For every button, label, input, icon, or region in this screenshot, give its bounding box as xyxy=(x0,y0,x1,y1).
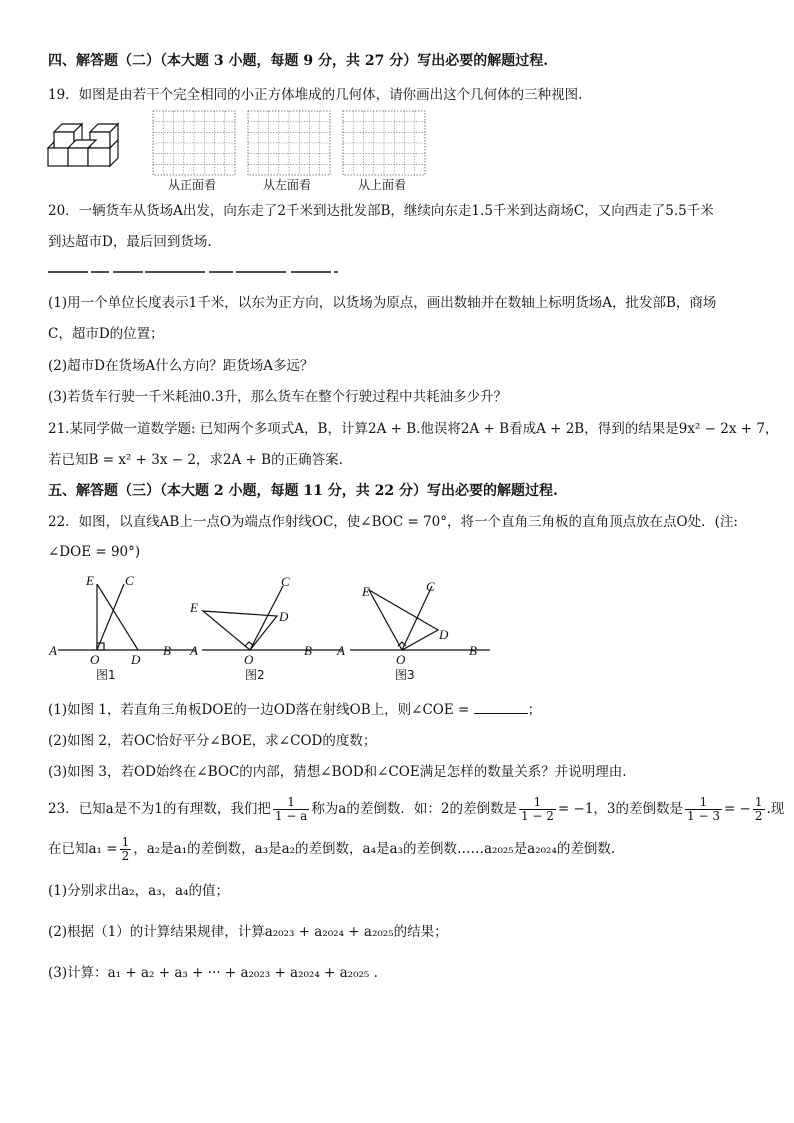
fig1-label-O: O xyxy=(90,652,100,667)
q23-line-2 xyxy=(48,834,615,864)
section-5-title: 五、解答题（三）（本大题 2 小题，每题 11 分，共 22 分）写出必要的解题过程. xyxy=(48,483,558,499)
fig3-label-D: D xyxy=(439,627,449,642)
q22-part-1 xyxy=(48,701,541,719)
fig1-caption: 图1 xyxy=(96,668,116,682)
q22-figures xyxy=(40,568,490,684)
front-view-grid xyxy=(153,111,235,175)
q19-cube-figure xyxy=(46,118,126,174)
q23-l1-a: 23．已知a是不为1的有理数，我们把 xyxy=(48,801,271,817)
q22-part-3: (3)如图 3，若OD始终在∠BOC的内部，猜想∠BOD和∠COE满足怎样的数量关系？并说明理由. xyxy=(48,764,627,780)
fig3-label-B: B xyxy=(469,643,477,658)
q20-part-1b: C，超市D的位置； xyxy=(48,326,164,342)
fig3-label-E: E xyxy=(362,584,370,599)
fig2-label-B: B xyxy=(304,643,312,658)
q23-line-1 xyxy=(48,794,784,824)
q23-part-1: (1)分别求出a₂，a₃，a₄的值； xyxy=(48,883,230,899)
fig3-label-C: C xyxy=(426,579,435,594)
q23-part-2: (2)根据（1）的计算结果规律，计算a₂₀₂₃ + a₂₀₂₄ + a₂₀₂₅的结果； xyxy=(48,924,448,940)
fig2-label-A: A xyxy=(190,643,198,658)
fig2-label-E: E xyxy=(190,600,198,615)
q22-part-2: (2)如图 2，若OC恰好平分∠BOE，求∠COD的度数； xyxy=(48,733,377,749)
q23-l2-b: ，a₂是a₁的差倒数，a₃是a₂的差倒数，a₄是a₃的差倒数……a₂₀₂₅是a₂₀₂₄的差倒数. xyxy=(133,841,616,857)
fraction-one-half: $\frac{1}{2}$ xyxy=(754,795,763,823)
q23-l1-d: = − xyxy=(723,801,751,817)
q21-line-2: 若已知B = x² + 3x − 2，求2A + B的正确答案. xyxy=(48,452,343,468)
q20-number-line-fragment xyxy=(46,268,342,276)
fig2-caption: 图2 xyxy=(245,668,265,682)
q20-line-1: 20．一辆货车从货场A出发，向东走了2千米到达批发部B，继续向东走1.5千米到达商场C，又向西走了5.5千米 xyxy=(48,203,714,219)
fraction-one-over-one-minus-a: $\frac{1}{1 - a}$ xyxy=(274,795,308,823)
q20-part-3: (3)若货车行驶一千米耗油0.3升，那么货车在整个行驶过程中共耗油多少升？ xyxy=(48,389,508,405)
fig3-label-A: A xyxy=(337,643,345,658)
fig1-label-C: C xyxy=(125,573,134,588)
fig3-label-O: O xyxy=(396,652,406,667)
q20-line-2: 到达超市D，最后回到货场. xyxy=(48,234,212,250)
fig1-label-D: D xyxy=(131,652,141,667)
q22-part-1-text: (1)如图 1，若直角三角板DOE的一边OD落在射线OB上，则∠COE = xyxy=(48,702,470,718)
q20-part-1a: (1)用一个单位长度表示1千米，以东为正方向，以货场为原点，画出数轴并在数轴上标明货场A，批发部B，商场 xyxy=(48,295,717,311)
q23-part-3: (3)计算：a₁ + a₂ + a₃ + ··· + a₂₀₂₃ + a₂₀₂₄ + a₂₀₂₅ . xyxy=(48,965,378,981)
q21-line-1: 21.某同学做一道数学题: 已知两个多项式A，B，计算2A + B.他误将2A + B看成A + 2B，得到的结果是9x² − 2x + 7， xyxy=(48,421,779,437)
q23-l1-b: 称为a的差倒数．如：2的差倒数是 xyxy=(311,801,517,817)
q23-l1-c: = −1，3的差倒数是 xyxy=(557,801,683,817)
fig2-label-D: D xyxy=(279,609,289,624)
top-view-grid xyxy=(343,111,425,175)
q20-part-2: (2)超市D在货场A什么方向？距货场A多远？ xyxy=(48,358,314,374)
section-4-title: 四、解答题（二）（本大题 3 小题，每题 9 分，共 27 分）写出必要的解题过程. xyxy=(48,53,549,69)
q23-l2-a: 在已知a₁ = xyxy=(48,841,118,857)
grid-label-top: 从上面看 xyxy=(358,178,407,192)
q23-l1-e: .现 xyxy=(766,801,785,817)
fig2-label-O: O xyxy=(244,652,254,667)
fig1-label-E: E xyxy=(86,573,94,588)
fig1-label-A: A xyxy=(49,643,57,658)
fraction-one-over-one-minus-three: $\frac{1}{1 - 3}$ xyxy=(687,795,720,823)
fig1-label-B: B xyxy=(163,643,171,658)
q22-line-1: 22．如图，以直线AB上一点O为端点作射线OC，使∠BOC = 70°，将一个直角三角板的直角顶点放在点O处．(注: xyxy=(48,514,738,530)
q19-text: 19．如图是由若干个完全相同的小正方体堆成的几何体，请你画出这个几何体的三种视图. xyxy=(48,87,583,103)
fig2-label-C: C xyxy=(281,574,290,589)
q19-drawing-grids xyxy=(152,110,428,178)
answer-blank[interactable] xyxy=(474,701,528,714)
q22-part-1-end: ； xyxy=(527,702,542,718)
grid-label-left: 从左面看 xyxy=(263,178,312,192)
q22-line-2: ∠DOE = 90°) xyxy=(48,544,141,560)
left-view-grid xyxy=(248,111,330,175)
grid-label-front: 从正面看 xyxy=(168,178,217,192)
fraction-a1-one-half: $\frac{1}{2}$ xyxy=(121,835,130,863)
fraction-one-over-one-minus-two: $\frac{1}{1 - 2}$ xyxy=(520,795,554,823)
fig3-caption: 图3 xyxy=(395,668,415,682)
